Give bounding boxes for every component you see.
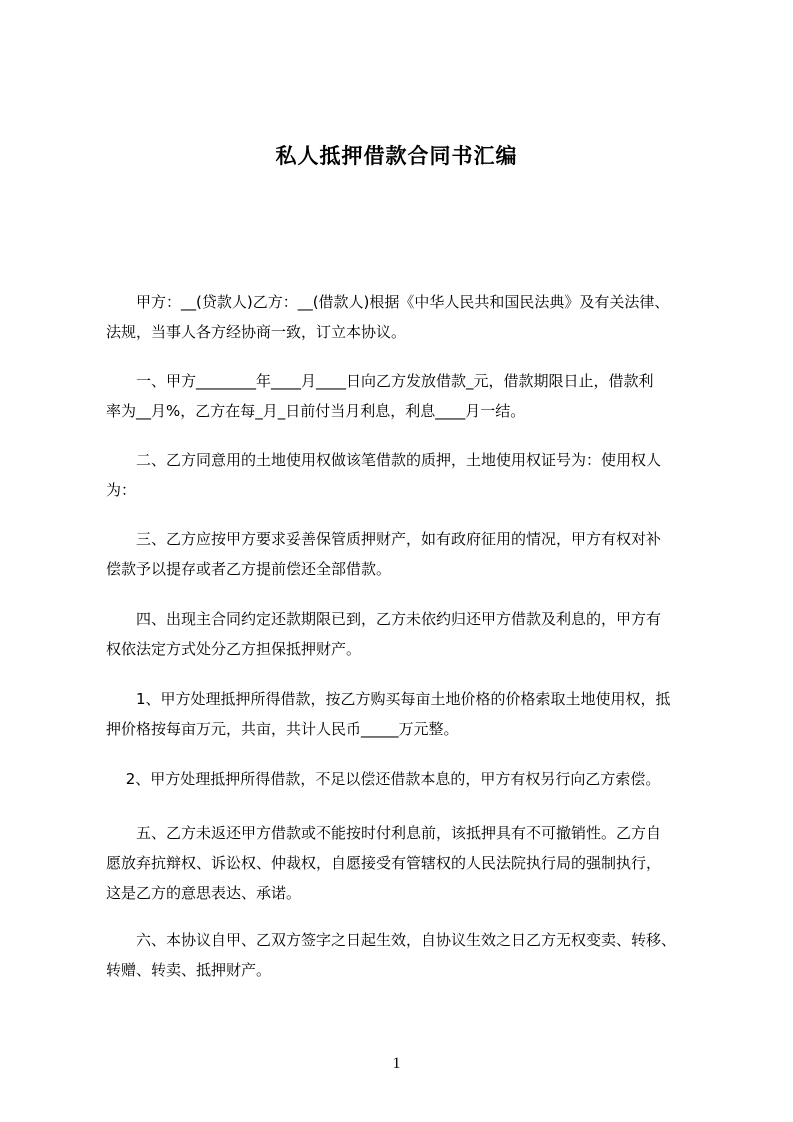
paragraph-line: 1、甲方处理抵押所得借款，按乙方购买每亩土地价格的价格索取土地使用权，抵	[106, 690, 671, 708]
paragraph-line: 四、出现主合同约定还款期限已到，乙方未依约归还甲方借款及利息的，甲方有	[106, 610, 662, 628]
paragraph-line: 权依法定方式处分乙方担保抵押财产。	[106, 640, 362, 658]
paragraph-line: 转赠、转卖、抵押财产。	[106, 961, 272, 979]
paragraph-line: 一、甲方________年____月____日向乙方发放借款_元，借款期限日止，借款利	[106, 372, 654, 390]
paragraph-line: 偿款予以提存或者乙方提前偿还全部借款。	[106, 560, 392, 578]
paragraph-line: 三、乙方应按甲方要求妥善保管质押财产，如有政府征用的情况，甲方有权对补	[106, 530, 662, 548]
paragraph-line: 押价格按每亩万元，共亩，共计人民币_____万元整。	[106, 720, 459, 738]
paragraph-sub-2	[106, 764, 710, 794]
paragraph-line: 2、甲方处理抵押所得借款，不足以偿还借款本息的，甲方有权另行向乙方索偿。	[106, 770, 661, 788]
paragraph-clause-1	[106, 366, 710, 426]
paragraph-clause-3	[106, 524, 710, 584]
paragraph-line: 这是乙方的意思表达、承诺。	[106, 884, 302, 902]
paragraph-line: 法规，当事人各方经协商一致，订立本协议。	[106, 323, 407, 341]
paragraph-line: 五、乙方未返还甲方借款或不能按时付利息前，该抵押具有不可撤销性。乙方自	[106, 824, 662, 842]
paragraph-line: 甲方：__(贷款人)乙方：__(借款人)根据《中华人民共和国民法典》及有关法律、	[106, 293, 670, 311]
paragraph-clause-4	[106, 604, 710, 664]
paragraph-sub-1	[106, 684, 710, 744]
paragraph-line: 率为__月%，乙方在每_月_日前付当月利息，利息____月一结。	[106, 402, 526, 420]
page-number: 1	[392, 1055, 401, 1072]
paragraph-parties	[106, 287, 710, 347]
paragraph-line: 六、本协议自甲、乙双方签字之日起生效，自协议生效之日乙方无权变卖、转移、	[106, 931, 677, 949]
paragraph-clause-5	[106, 818, 710, 908]
document-title: 私人抵押借款合同书汇编	[275, 144, 518, 168]
paragraph-line: 愿放弃抗辩权、诉讼权、仲裁权，自愿接受有管辖权的人民法院执行局的强制执行，	[106, 854, 662, 872]
paragraph-clause-2	[106, 445, 710, 505]
paragraph-clause-6	[106, 925, 710, 985]
paragraph-line: 为：	[106, 481, 137, 499]
paragraph-line: 二、乙方同意用的土地使用权做该笔借款的质押，土地使用权证号为：使用权人	[106, 451, 662, 469]
